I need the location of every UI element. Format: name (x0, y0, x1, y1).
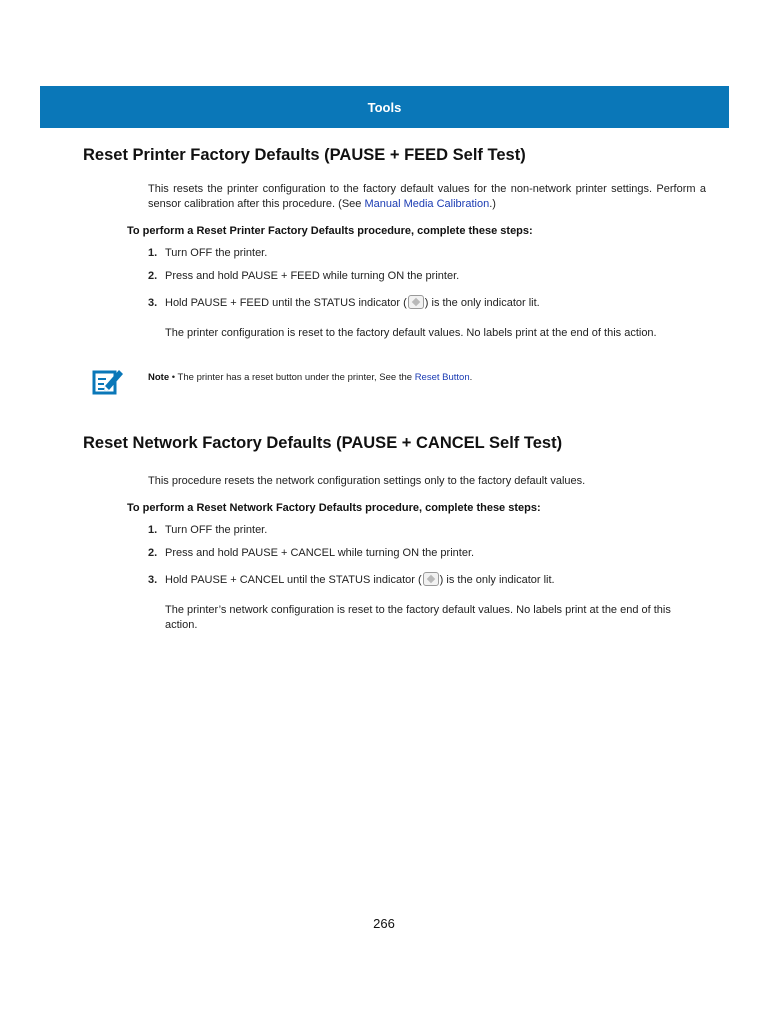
step-number: 2. (148, 547, 158, 559)
step-number: 2. (148, 270, 158, 282)
section-heading-reset-network: Reset Network Factory Defaults (PAUSE + CANCEL Self Test) (83, 434, 563, 452)
step-number: 3. (148, 574, 158, 586)
section1-step-1 (148, 246, 267, 261)
step-text-end: ) is the only indicator lit. (439, 574, 555, 586)
step-text-end: ) is the only indicator lit. (424, 297, 540, 309)
section2-step-3 (148, 572, 555, 588)
status-indicator-icon (423, 572, 439, 586)
step-text: Press and hold PAUSE + CANCEL while turning ON the printer. (165, 547, 475, 559)
note-label: Note (148, 372, 170, 383)
note-body-end: . (469, 372, 473, 383)
manual-media-calibration-link[interactable]: Manual Media Calibration (364, 198, 490, 210)
note-body: • The printer has a reset button under the printer, See the (169, 372, 415, 383)
section1-lead: To perform a Reset Printer Factory Defaults procedure, complete these steps: (127, 225, 533, 237)
note-text (148, 372, 472, 383)
step-text: Turn OFF the printer. (165, 524, 268, 536)
section2-lead: To perform a Reset Network Factory Defaults procedure, complete these steps: (127, 502, 541, 514)
section1-intro (148, 182, 706, 212)
section1-step-2 (148, 269, 459, 284)
step-text: Hold PAUSE + CANCEL until the STATUS indicator ( (165, 574, 422, 586)
section2-step-1 (148, 523, 267, 538)
page-number: 266 (373, 916, 395, 931)
note-pencil-icon (92, 366, 124, 396)
status-indicator-icon (408, 295, 424, 309)
section1-intro-end: .) (489, 198, 496, 210)
step-text: Press and hold PAUSE + FEED while turning ON the printer. (165, 270, 460, 282)
step-number: 1. (148, 247, 158, 259)
section2-intro: This procedure resets the network configuration settings only to the factory default values. (148, 475, 586, 487)
section1-intro-text: This resets the printer configuration to the factory default values for the non-network printer settings. Perform a sensor calibration after this procedure. (See (148, 183, 706, 210)
section1-step-3 (148, 295, 540, 311)
step-text: Turn OFF the printer. (165, 247, 268, 259)
step-number: 1. (148, 524, 158, 536)
step-number: 3. (148, 297, 158, 309)
header-bar (40, 86, 729, 128)
section-heading-reset-printer: Reset Printer Factory Defaults (PAUSE + FEED Self Test) (83, 146, 526, 164)
section1-result: The printer configuration is reset to the factory default values. No labels print at the end of this action. (165, 327, 657, 339)
step-text: Hold PAUSE + FEED until the STATUS indicator ( (165, 297, 407, 309)
header-title: Tools (367, 99, 402, 115)
section2-result: The printer’s network configuration is reset to the factory default values. No labels print at the end of this action. (165, 604, 671, 631)
reset-button-link[interactable]: Reset Button (414, 372, 470, 383)
section2-step-2 (148, 546, 474, 561)
